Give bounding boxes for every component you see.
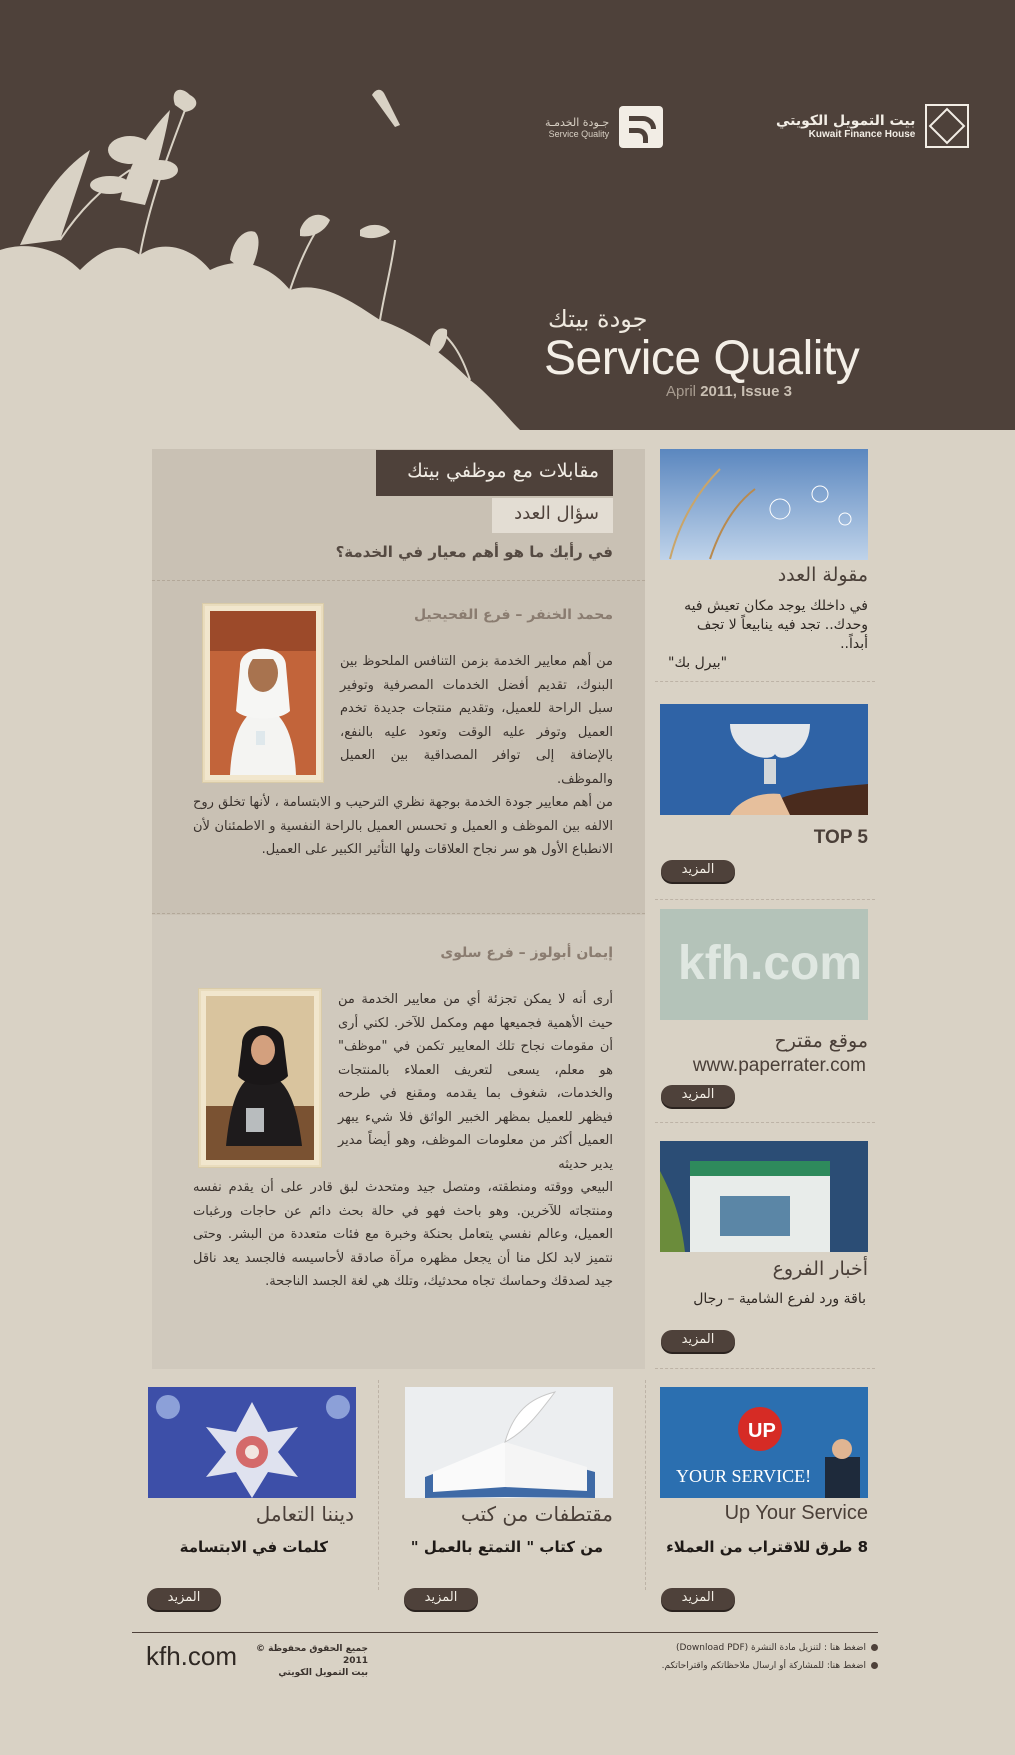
nature-silhouette-illustration <box>0 0 520 430</box>
divider <box>378 1380 379 1590</box>
up-your-service-subtitle: 8 طرق للاقتراب من العملاء <box>666 1538 868 1556</box>
branch-news-more-button[interactable]: المزيد <box>661 1330 735 1352</box>
divider <box>645 1380 646 1590</box>
suggested-site-title: موقع مقترح <box>774 1030 868 1052</box>
divider <box>655 681 875 682</box>
suggested-site-more-button[interactable]: المزيد <box>661 1085 735 1107</box>
footer-copyright <box>238 1643 368 1679</box>
download-pdf-text: اضغط هنا : لتنزيل مادة النشرة (Download PDF) <box>675 1643 866 1653</box>
footer-logo[interactable]: kfh.com <box>146 1641 238 1671</box>
kfh-emblem-icon <box>925 104 969 148</box>
footer-divider <box>132 1632 878 1633</box>
bullet-icon <box>871 1644 878 1651</box>
quote-author: "بيرل بك" <box>668 655 728 671</box>
up-your-service-title: Up Your Service <box>724 1502 868 1524</box>
quote-image <box>660 449 868 560</box>
person-1-text-2: من أهم معايير جودة الخدمة بوجهة نظري الترحيب و الابتسامة ، لأنها تخلق روح الالفه بين الموظف و العميل و تحسس العميل بالراحة النفسية و الاطمئنان لأن الانطباع الأول هو سر نجاح العلاقات ولها التأثير الكبير على العميل. <box>193 795 613 857</box>
religion-title: ديننا التعامل <box>255 1502 354 1526</box>
branch-news-image <box>660 1141 868 1252</box>
svg-text:UP: UP <box>748 1420 776 1442</box>
branch-news-title: أخبار الفروع <box>772 1258 868 1280</box>
sq-name-en: Service Quality <box>548 128 610 139</box>
top5-image <box>660 704 868 815</box>
copyright-line-2: بيت التمويل الكويتي <box>278 1668 368 1678</box>
up-your-service-image <box>660 1387 868 1498</box>
divider <box>655 899 875 900</box>
issue-month: April <box>666 383 697 400</box>
kfh-name-ar: بيت التمويل الكويتي <box>776 112 916 129</box>
interviews-tab: مقابلات مع موظفي بيتك <box>376 450 613 496</box>
suggested-site-image <box>660 909 868 1020</box>
divider <box>655 1368 875 1369</box>
up-your-service-more-button[interactable]: المزيد <box>661 1588 735 1610</box>
title-ar: جودة بيتك <box>548 305 648 333</box>
title-en: Service Quality <box>544 332 860 385</box>
person-1-photo-frame <box>202 603 324 783</box>
religion-more-button[interactable]: المزيد <box>147 1588 221 1610</box>
person-2-text-1: أرى أنه لا يمكن تجزئة أي من معايير الخدمة من حيث الأهمية فجميعها مهم ومكمل للآخر. لكني أرى أن مقومات نجاح تلك المعايير تكمن في "موظف" هو معلم، يسعى لتعريف العملاء بالمنتجات والخدمات، شغوف بما يقدمه ومقنع في طرحه فيظهر للعميل بمظهر الخبير الواثق فلا شيء يبهر العميل أكثر من معلومات الموظف، وهو أيضاً مدير يدير حديثه <box>338 992 613 1172</box>
question-tag: سؤال العدد <box>492 498 613 533</box>
svg-text:YOUR SERVICE!: YOUR SERVICE! <box>676 1466 812 1486</box>
download-pdf-link[interactable] <box>608 1643 878 1653</box>
service-quality-logo <box>545 106 663 148</box>
top5-title: TOP 5 <box>813 827 868 848</box>
person-2-photo <box>206 996 314 1160</box>
top5-more-button[interactable]: المزيد <box>661 860 735 882</box>
book-excerpts-subtitle: من كتاب " التمتع بالعمل " <box>410 1538 603 1556</box>
copyright-line-1: جميع الحقوق محفوظة © 2011 <box>256 1644 368 1666</box>
person-1-text-1: من أهم معايير الخدمة بزمن التنافس الملحوظ بين البنوك، تقديم أفضل الخدمات المصرفية وتوفير سبل الراحة للعميل، وتقديم منتجات جديدة تخدم العميل وتوفر عليه الوقت وتعود عليه بالنفع، بالإضافة إلى توافر المصداقية بين العميل والموظف. <box>340 654 613 787</box>
book-image <box>405 1387 613 1498</box>
person-2-photo-frame <box>198 988 322 1168</box>
question-text: في رأيك ما هو أهم معيار في الخدمة؟ <box>335 543 613 561</box>
divider <box>152 913 645 914</box>
branch-news-text: باقة ورد لفرع الشامية – رجال <box>693 1291 866 1307</box>
person-2-text-2: البيعي ووقته ومنطقته، ومتصل جيد ومتحدث لبق قادر على أن يقدم نفسه ومنتجاته للآخرين. وهو باحث فهو في حالة بحث دائم عن حاجات ورغبات العميل، وعالم نفسي يتعامل بحنكة وخبرة مع فئات متعددة من البشر. وحتى نتميز لابد لكل منا أن يجعل مظهره مرآة صادقة لأحاسيسه فالجسد يعد ناقل جيد لصدقك وحماسك تجاه محدثيك، وتلك هي لغة الجسد الناجحة. <box>193 1180 613 1289</box>
sq-name-ar: جـودة الخدمـة <box>545 115 610 129</box>
quote-title: مقولة العدد <box>777 564 868 586</box>
person-2-name: إيمان أبولوز – فرع سلوى <box>440 945 613 961</box>
svg-text:kfh.com: kfh.com <box>678 937 863 990</box>
person-1-name: محمد الخنفر – فرع الفحيحيل <box>413 607 613 623</box>
book-excerpts-title: مقتطفات من كتب <box>460 1502 613 1526</box>
book-excerpts-more-button[interactable]: المزيد <box>404 1588 478 1610</box>
feedback-link[interactable] <box>608 1661 878 1671</box>
service-quality-mark-icon <box>619 106 663 148</box>
quote-text: في داخلك يوجد مكان تعيش فيه وحدك.. تجد فيه ينابيعاً لا تجف أبداً.. <box>684 598 868 652</box>
divider <box>655 1122 875 1123</box>
kfh-logo[interactable] <box>776 104 969 148</box>
divider <box>152 580 645 581</box>
kfh-name-en: Kuwait Finance House <box>808 128 916 140</box>
person-1-photo <box>210 611 316 775</box>
bullet-icon <box>871 1662 878 1669</box>
issue-number: 2011, Issue 3 <box>700 383 792 400</box>
suggested-site-url[interactable]: www.paperrater.com <box>692 1055 866 1076</box>
feedback-text: اضغط هنا: للمشاركة أو ارسال ملاحظاتكم واقتراحاتكم. <box>661 1661 866 1671</box>
religion-subtitle: كلمات في الابتسامة <box>179 1538 328 1556</box>
header-banner <box>0 0 1015 430</box>
issue-info <box>666 383 816 400</box>
islamic-pattern-image <box>148 1387 356 1498</box>
